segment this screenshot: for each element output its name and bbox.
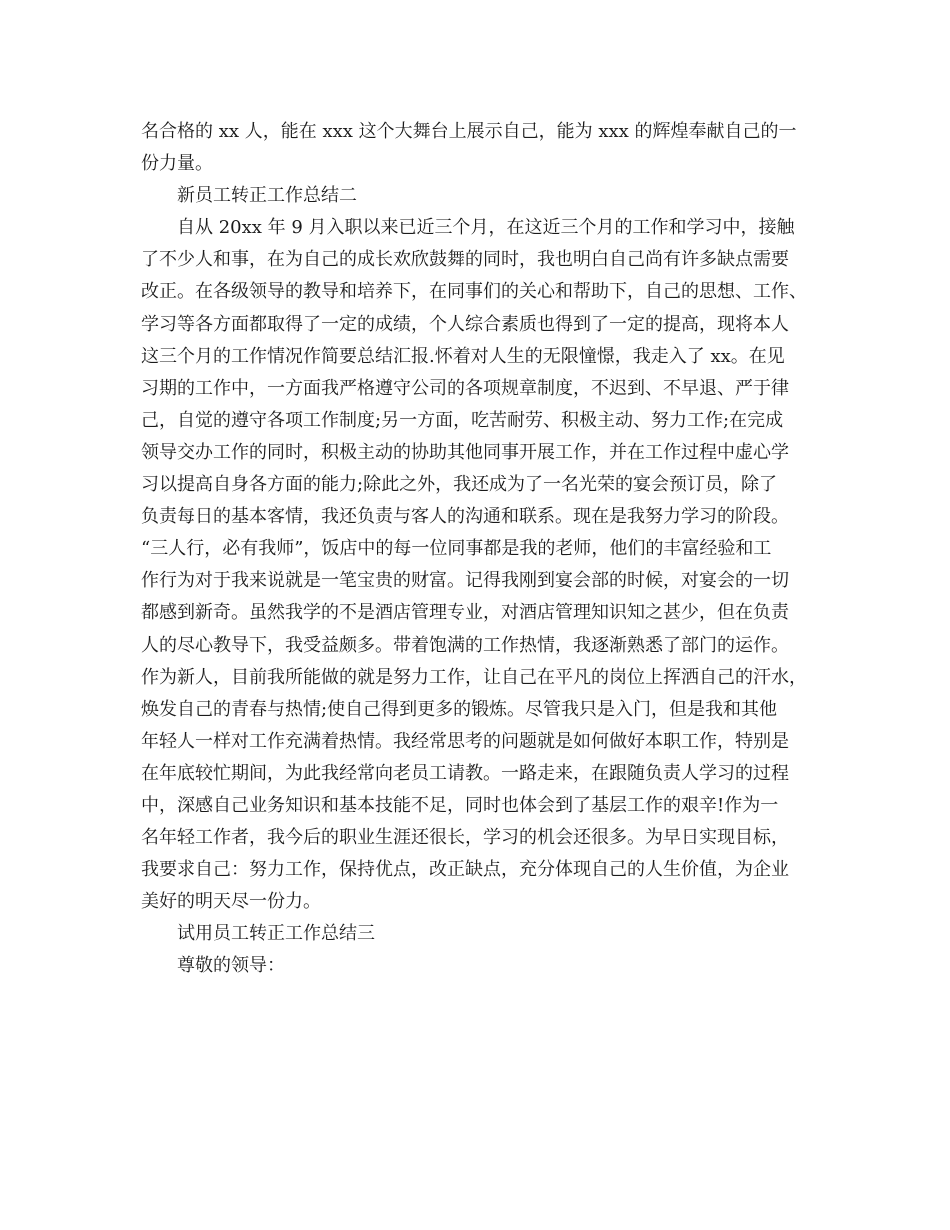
text-line: 改正。在各级领导的教导和培养下，在同事们的关心和帮助下，自己的思想、工作、 <box>141 281 807 303</box>
text-line: 在年底较忙期间，为此我经常向老员工请教。一路走来，在跟随负责人学习的过程 <box>141 762 789 784</box>
text-line: 美好的明天尽一份力。 <box>141 891 321 913</box>
text-line: 人的尽心教导下，我受益颇多。带着饱满的工作热情，我逐渐熟悉了部门的运作。 <box>141 634 789 656</box>
text-line: 名年轻工作者，我今后的职业生涯还很长，学习的机会还很多。为早日实现目标， <box>141 827 789 849</box>
text-line: 中，深感自己业务知识和基本技能不足，同时也体会到了基层工作的艰辛!作为一 <box>141 794 779 816</box>
text-line: 领导交办工作的同时，积极主动的协助其他同事开展工作，并在工作过程中虚心学 <box>141 441 789 463</box>
text-line: 我要求自己：努力工作，保持优点，改正缺点，充分体现自己的人生价值，为企业 <box>141 859 789 881</box>
text-line: 习期的工作中，一方面我严格遵守公司的各项规章制度，不迟到、不早退、严于律 <box>141 377 789 399</box>
salutation: 尊敬的领导： <box>177 955 285 977</box>
text-line: 自从 20xx 年 9 月入职以来已近三个月，在这近三个月的工作和学习中，接触 <box>177 217 795 239</box>
text-line: 都感到新奇。虽然我学的不是酒店管理专业，对酒店管理知识知之甚少，但在负责 <box>141 602 789 624</box>
text-line: 焕发自己的青春与热情;使自己得到更多的锻炼。尽管我只是入门，但是我和其他 <box>141 698 778 720</box>
text-line: 习以提高自身各方面的能力;除此之外，我还成为了一名光荣的宴会预订员，除了 <box>141 474 778 496</box>
section-heading: 试用员工转正工作总结三 <box>177 923 375 945</box>
text-line: 负责每日的基本客情，我还负责与客人的沟通和联系。现在是我努力学习的阶段。 <box>141 506 789 528</box>
text-line: 作为新人，目前我所能做的就是努力工作，让自己在平凡的岗位上挥洒自己的汗水， <box>141 666 807 688</box>
text-line: 己，自觉的遵守各项工作制度;另一方面，吃苦耐劳、积极主动、努力工作;在完成 <box>141 409 784 431</box>
section-heading: 新员工转正工作总结二 <box>177 185 357 207</box>
text-line: 学习等各方面都取得了一定的成绩，个人综合素质也得到了一定的提高，现将本人 <box>141 313 789 335</box>
text-line: “三人行，必有我师”，饭店中的每一位同事都是我的老师，他们的丰富经验和工 <box>141 538 772 560</box>
text-line: 这三个月的工作情况作简要总结汇报.怀着对人生的无限憧憬，我走入了 xx。在见 <box>141 345 785 367</box>
text-line: 份力量。 <box>141 153 213 175</box>
text-line: 作行为对于我来说就是一笔宝贵的财富。记得我刚到宴会部的时候，对宴会的一切 <box>141 570 789 592</box>
text-line: 年轻人一样对工作充满着热情。我经常思考的问题就是如何做好本职工作，特别是 <box>141 730 789 752</box>
document-body <box>141 116 841 983</box>
text-line: 了不少人和事，在为自己的成长欢欣鼓舞的同时，我也明白自己尚有许多缺点需要 <box>141 249 789 271</box>
text-line: 名合格的 xx 人，能在 xxx 这个大舞台上展示自己，能为 xxx 的辉煌奉献自己的一 <box>141 121 797 142</box>
